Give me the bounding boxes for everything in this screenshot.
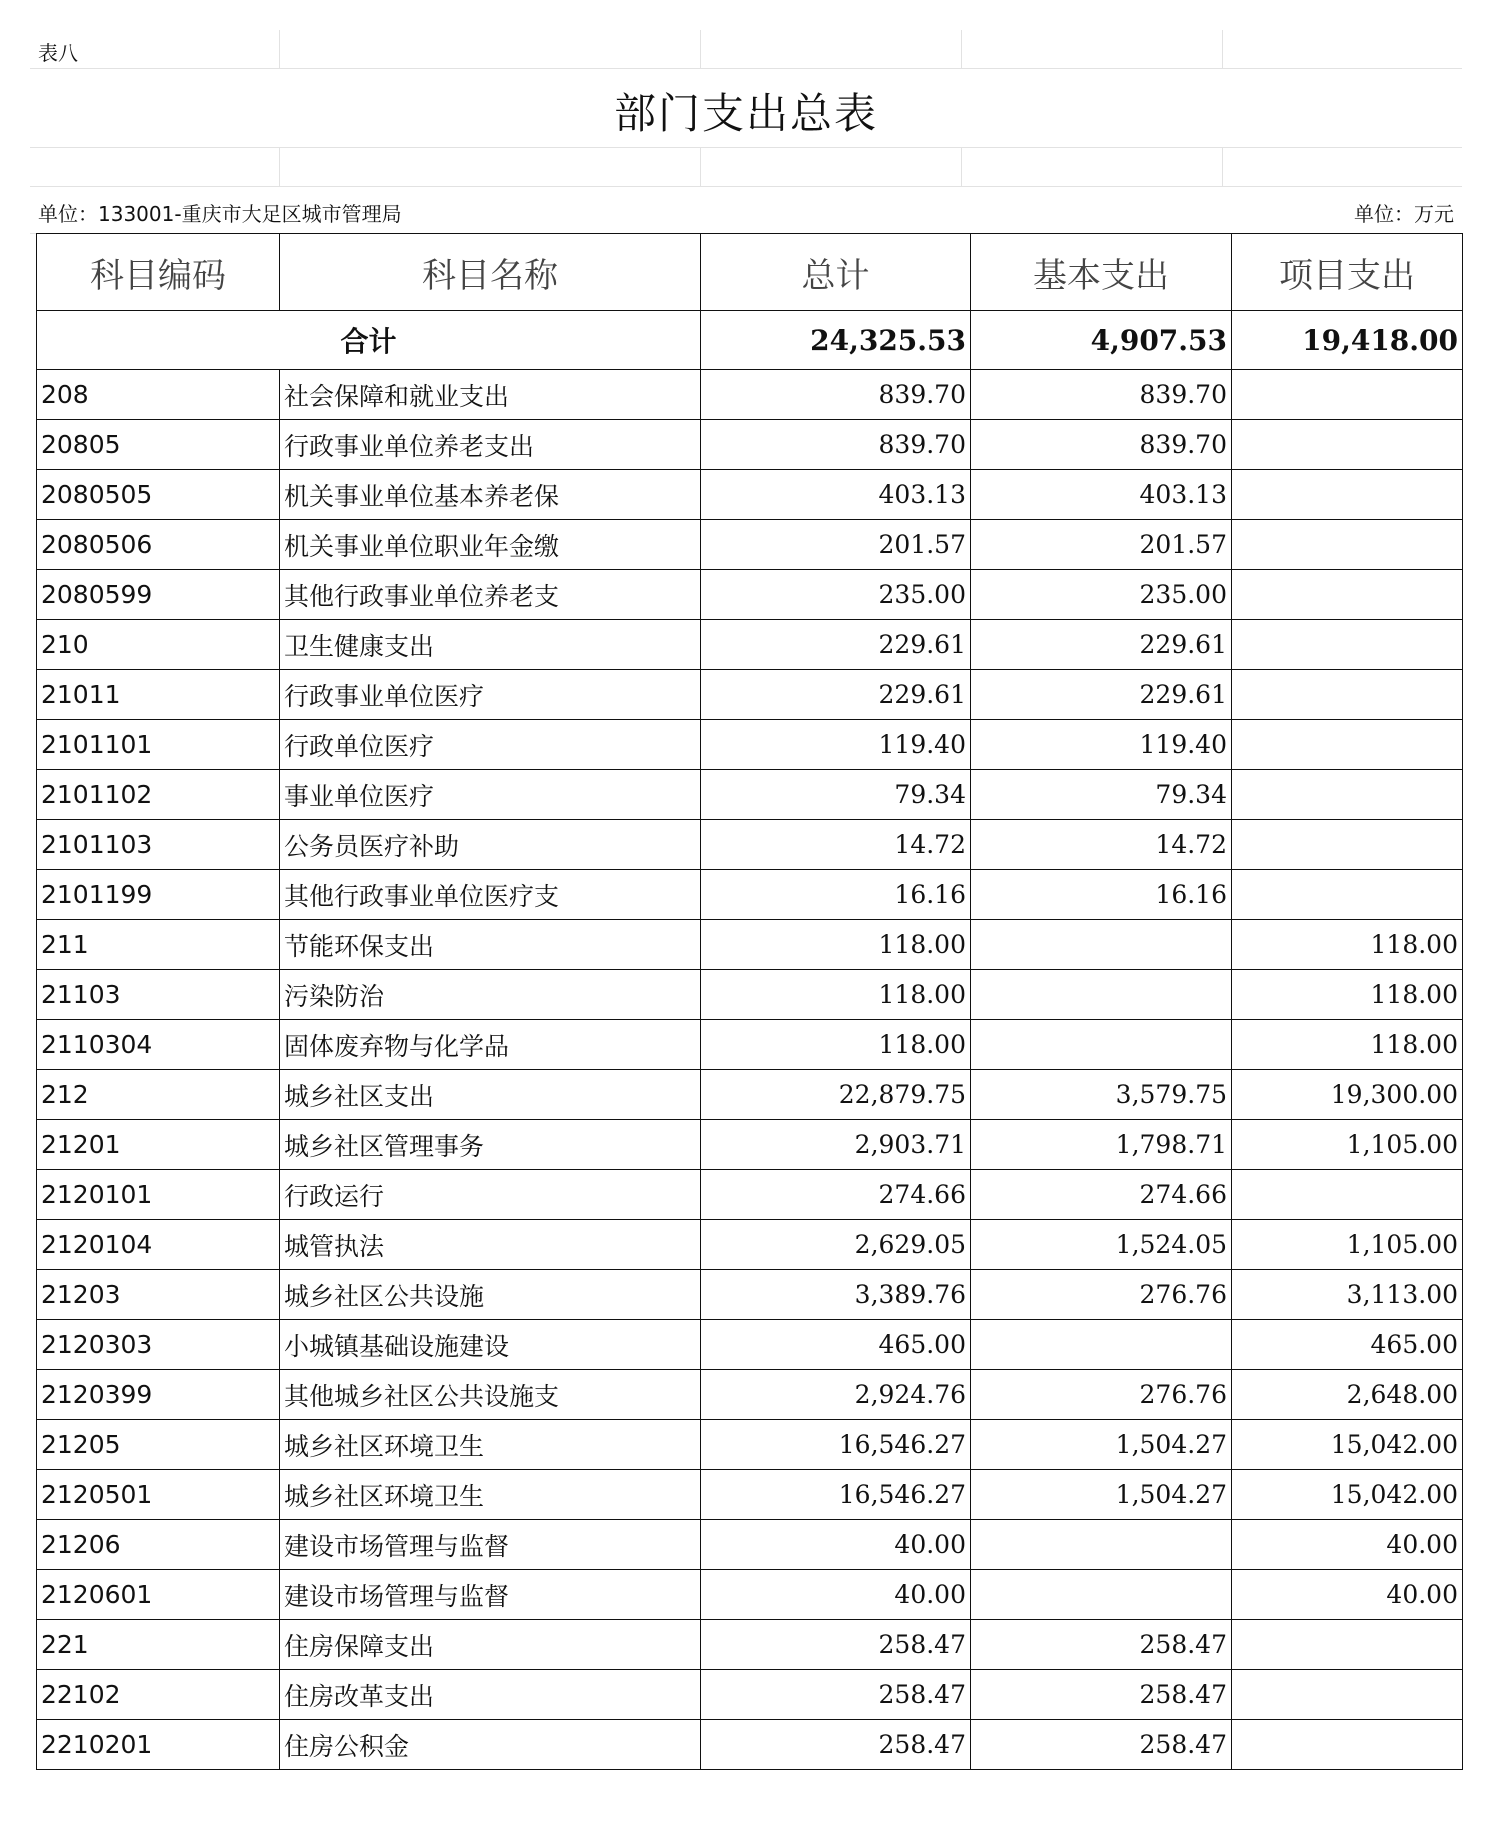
row-basic: 16.16 <box>971 870 1232 920</box>
row-project <box>1232 1620 1463 1670</box>
row-basic: 229.61 <box>971 620 1232 670</box>
row-total: 839.70 <box>701 370 971 420</box>
row-total: 2,924.76 <box>701 1370 971 1420</box>
row-total: 229.61 <box>701 670 971 720</box>
row-name: 小城镇基础设施建设 <box>280 1320 701 1370</box>
row-code: 2120501 <box>37 1470 280 1520</box>
table-row <box>37 620 1463 670</box>
row-basic: 276.76 <box>971 1370 1232 1420</box>
row-total: 118.00 <box>701 920 971 970</box>
row-total: 258.47 <box>701 1720 971 1770</box>
table-row <box>37 870 1463 920</box>
row-code: 2110304 <box>37 1020 280 1070</box>
row-basic: 258.47 <box>971 1620 1232 1670</box>
row-basic: 3,579.75 <box>971 1070 1232 1120</box>
row-project <box>1232 620 1463 670</box>
unit-department-label: 单位：133001-重庆市大足区城市管理局 <box>38 202 402 226</box>
row-total: 229.61 <box>701 620 971 670</box>
total-basic: 4,907.53 <box>971 311 1232 370</box>
row-name: 节能环保支出 <box>280 920 701 970</box>
row-code: 221 <box>37 1620 280 1670</box>
table-row <box>37 1270 1463 1320</box>
row-project <box>1232 720 1463 770</box>
row-project <box>1232 420 1463 470</box>
total-row <box>37 311 1463 370</box>
table-row <box>37 420 1463 470</box>
table-row <box>37 1670 1463 1720</box>
row-project <box>1232 820 1463 870</box>
row-name: 城乡社区支出 <box>280 1070 701 1120</box>
row-project: 118.00 <box>1232 920 1463 970</box>
row-name: 建设市场管理与监督 <box>280 1570 701 1620</box>
row-name: 事业单位医疗 <box>280 770 701 820</box>
row-code: 2080599 <box>37 570 280 620</box>
row-name: 社会保障和就业支出 <box>280 370 701 420</box>
row-total: 3,389.76 <box>701 1270 971 1320</box>
table-row <box>37 1220 1463 1270</box>
table-row <box>37 1420 1463 1470</box>
spreadsheet-header-area <box>30 30 1462 234</box>
row-total: 22,879.75 <box>701 1070 971 1120</box>
row-project <box>1232 770 1463 820</box>
row-code: 21206 <box>37 1520 280 1570</box>
row-code: 2101102 <box>37 770 280 820</box>
row-basic: 235.00 <box>971 570 1232 620</box>
row-name: 城乡社区环境卫生 <box>280 1420 701 1470</box>
row-project: 1,105.00 <box>1232 1120 1463 1170</box>
row-name: 住房改革支出 <box>280 1670 701 1720</box>
row-basic: 79.34 <box>971 770 1232 820</box>
row-basic <box>971 1570 1232 1620</box>
row-code: 2080506 <box>37 520 280 570</box>
row-name: 机关事业单位职业年金缴 <box>280 520 701 570</box>
row-code: 20805 <box>37 420 280 470</box>
row-basic: 403.13 <box>971 470 1232 520</box>
row-project <box>1232 670 1463 720</box>
row-basic: 839.70 <box>971 370 1232 420</box>
row-code: 210 <box>37 620 280 670</box>
row-name: 公务员医疗补助 <box>280 820 701 870</box>
row-total: 40.00 <box>701 1570 971 1620</box>
row-project: 3,113.00 <box>1232 1270 1463 1320</box>
row-code: 2120101 <box>37 1170 280 1220</box>
row-name: 卫生健康支出 <box>280 620 701 670</box>
row-name: 城乡社区环境卫生 <box>280 1470 701 1520</box>
row-code: 21201 <box>37 1120 280 1170</box>
table-row <box>37 1120 1463 1170</box>
table-row <box>37 520 1463 570</box>
row-basic: 1,504.27 <box>971 1420 1232 1470</box>
row-total: 403.13 <box>701 470 971 520</box>
row-basic: 201.57 <box>971 520 1232 570</box>
table-row <box>37 1070 1463 1120</box>
table-row <box>37 1170 1463 1220</box>
row-name: 污染防治 <box>280 970 701 1020</box>
row-name: 建设市场管理与监督 <box>280 1520 701 1570</box>
column-header-basic: 基本支出 <box>971 234 1232 311</box>
row-project <box>1232 470 1463 520</box>
row-code: 21011 <box>37 670 280 720</box>
grid-row-1 <box>30 30 1462 69</box>
column-header-name: 科目名称 <box>280 234 701 311</box>
row-basic: 839.70 <box>971 420 1232 470</box>
row-project <box>1232 1170 1463 1220</box>
table-header-row <box>37 234 1463 311</box>
grid-row-3 <box>30 148 1462 187</box>
column-header-code: 科目编码 <box>37 234 280 311</box>
row-project: 118.00 <box>1232 1020 1463 1070</box>
row-code: 2101103 <box>37 820 280 870</box>
row-total: 79.34 <box>701 770 971 820</box>
table-row <box>37 770 1463 820</box>
row-basic: 1,524.05 <box>971 1220 1232 1270</box>
row-basic: 258.47 <box>971 1720 1232 1770</box>
total-project: 19,418.00 <box>1232 311 1463 370</box>
row-name: 城乡社区管理事务 <box>280 1120 701 1170</box>
unit-currency-label: 单位：万元 <box>1354 202 1454 226</box>
row-basic <box>971 970 1232 1020</box>
row-name: 行政事业单位养老支出 <box>280 420 701 470</box>
table-row <box>37 1520 1463 1570</box>
row-total: 235.00 <box>701 570 971 620</box>
row-basic <box>971 1320 1232 1370</box>
unit-row <box>30 187 1462 234</box>
table-row <box>37 720 1463 770</box>
row-code: 2101199 <box>37 870 280 920</box>
row-code: 21103 <box>37 970 280 1020</box>
row-name: 其他行政事业单位养老支 <box>280 570 701 620</box>
row-basic: 14.72 <box>971 820 1232 870</box>
row-total: 258.47 <box>701 1620 971 1670</box>
row-project <box>1232 520 1463 570</box>
row-basic: 1,504.27 <box>971 1470 1232 1520</box>
row-basic: 274.66 <box>971 1170 1232 1220</box>
table-row <box>37 370 1463 420</box>
row-code: 2080505 <box>37 470 280 520</box>
row-code: 21203 <box>37 1270 280 1320</box>
row-total: 118.00 <box>701 1020 971 1070</box>
row-name: 行政单位医疗 <box>280 720 701 770</box>
row-project: 2,648.00 <box>1232 1370 1463 1420</box>
row-code: 2120399 <box>37 1370 280 1420</box>
table-row <box>37 970 1463 1020</box>
row-name: 住房公积金 <box>280 1720 701 1770</box>
row-total: 2,903.71 <box>701 1120 971 1170</box>
row-name: 机关事业单位基本养老保 <box>280 470 701 520</box>
row-name: 行政运行 <box>280 1170 701 1220</box>
table-row <box>37 1370 1463 1420</box>
table-number-label: 表八 <box>38 41 78 65</box>
row-total: 2,629.05 <box>701 1220 971 1270</box>
row-basic: 258.47 <box>971 1670 1232 1720</box>
row-code: 2120104 <box>37 1220 280 1270</box>
row-total: 16,546.27 <box>701 1470 971 1520</box>
row-code: 208 <box>37 370 280 420</box>
row-code: 22102 <box>37 1670 280 1720</box>
row-code: 2210201 <box>37 1720 280 1770</box>
row-code: 2120303 <box>37 1320 280 1370</box>
table-row <box>37 1320 1463 1370</box>
row-basic: 276.76 <box>971 1270 1232 1320</box>
table-row <box>37 1570 1463 1620</box>
column-header-project: 项目支出 <box>1232 234 1463 311</box>
row-code: 212 <box>37 1070 280 1120</box>
row-code: 2101101 <box>37 720 280 770</box>
row-basic <box>971 1520 1232 1570</box>
table-row <box>37 670 1463 720</box>
page-title: 部门支出总表 <box>613 89 878 138</box>
row-code: 211 <box>37 920 280 970</box>
row-project: 1,105.00 <box>1232 1220 1463 1270</box>
row-project <box>1232 570 1463 620</box>
row-total: 118.00 <box>701 970 971 1020</box>
row-name: 固体废弃物与化学品 <box>280 1020 701 1070</box>
row-name: 城乡社区公共设施 <box>280 1270 701 1320</box>
row-project: 118.00 <box>1232 970 1463 1020</box>
table-row <box>37 820 1463 870</box>
row-name: 其他城乡社区公共设施支 <box>280 1370 701 1420</box>
row-total: 14.72 <box>701 820 971 870</box>
total-label: 合计 <box>37 311 701 370</box>
row-project <box>1232 370 1463 420</box>
row-name: 其他行政事业单位医疗支 <box>280 870 701 920</box>
table-row <box>37 920 1463 970</box>
row-total: 40.00 <box>701 1520 971 1570</box>
total-sum: 24,325.53 <box>701 311 971 370</box>
row-total: 119.40 <box>701 720 971 770</box>
row-total: 16,546.27 <box>701 1420 971 1470</box>
row-project <box>1232 1670 1463 1720</box>
table-row <box>37 470 1463 520</box>
row-project: 15,042.00 <box>1232 1470 1463 1520</box>
row-project: 40.00 <box>1232 1570 1463 1620</box>
row-basic <box>971 920 1232 970</box>
row-project <box>1232 870 1463 920</box>
row-basic: 119.40 <box>971 720 1232 770</box>
row-project: 465.00 <box>1232 1320 1463 1370</box>
row-total: 465.00 <box>701 1320 971 1370</box>
row-code: 21205 <box>37 1420 280 1470</box>
row-basic: 229.61 <box>971 670 1232 720</box>
table-row <box>37 570 1463 620</box>
expenditure-table <box>36 233 1463 1770</box>
row-name: 住房保障支出 <box>280 1620 701 1670</box>
row-project: 19,300.00 <box>1232 1070 1463 1120</box>
row-total: 16.16 <box>701 870 971 920</box>
row-project: 15,042.00 <box>1232 1420 1463 1470</box>
row-basic <box>971 1020 1232 1070</box>
row-total: 258.47 <box>701 1670 971 1720</box>
column-header-total: 总计 <box>701 234 971 311</box>
row-name: 城管执法 <box>280 1220 701 1270</box>
row-total: 201.57 <box>701 520 971 570</box>
table-row <box>37 1020 1463 1070</box>
row-total: 839.70 <box>701 420 971 470</box>
row-project: 40.00 <box>1232 1520 1463 1570</box>
table-row <box>37 1720 1463 1770</box>
table-row <box>37 1620 1463 1670</box>
row-code: 2120601 <box>37 1570 280 1620</box>
row-project <box>1232 1720 1463 1770</box>
title-row <box>30 69 1462 148</box>
row-total: 274.66 <box>701 1170 971 1220</box>
table-row <box>37 1470 1463 1520</box>
row-basic: 1,798.71 <box>971 1120 1232 1170</box>
row-name: 行政事业单位医疗 <box>280 670 701 720</box>
